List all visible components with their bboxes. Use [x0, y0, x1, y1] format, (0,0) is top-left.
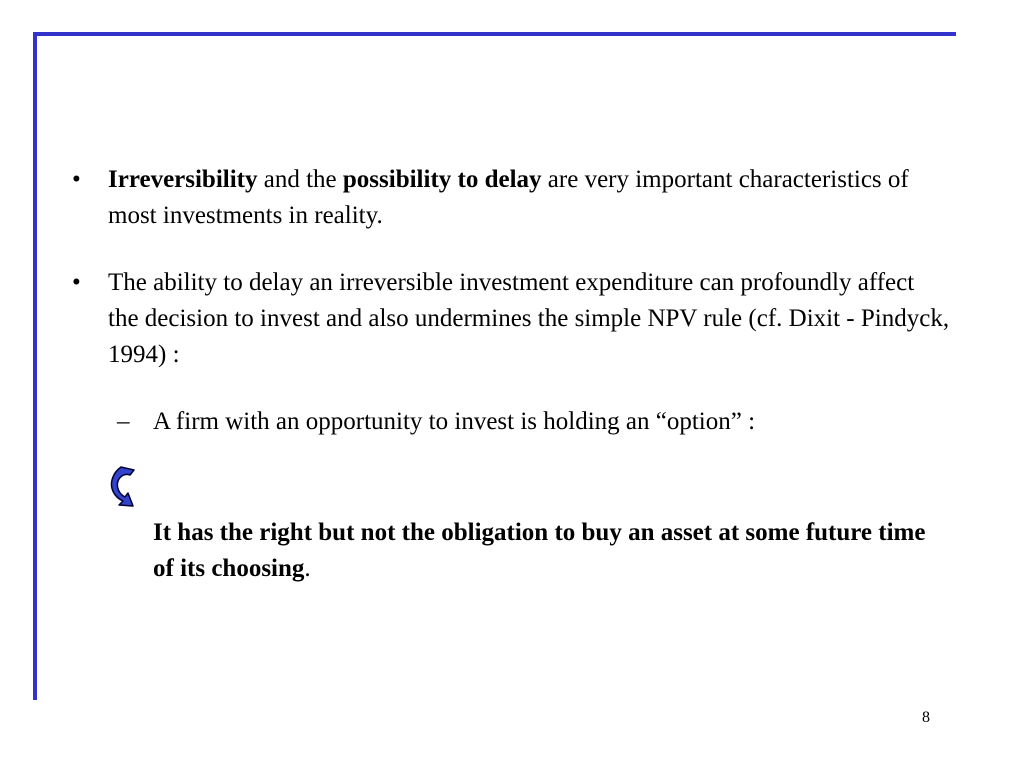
sub-bullet-marker: – [117, 408, 130, 435]
slide-body [70, 162, 950, 440]
page-number: 8 [922, 709, 930, 726]
emphasis-period: . [304, 555, 311, 582]
frame-left-border [33, 32, 37, 700]
bullet-ability-to-delay [70, 265, 950, 373]
sub-bullet-option [70, 404, 950, 440]
emphasis-bold-text: It has the right but not the obligation to buy an asset at some future time of its choosing [153, 519, 926, 582]
frame-top-border [33, 32, 956, 36]
emphasis-statement [153, 515, 943, 587]
bullet-marker: • [72, 166, 81, 193]
term-possibility-to-delay: possibility to delay [342, 166, 542, 193]
sub-bullet-text: A firm with an opportunity to invest is holding an “option” : [153, 408, 756, 435]
bullet-text: and the [257, 166, 343, 193]
bullet-text: are very important characteristics of most investments in reality. [108, 166, 909, 229]
bullet-text: The ability to delay an irreversible investment expenditure can profoundly affect the decision to invest and also undermines the simple NPV rule (cf. Dixit - Pindyck, 1994) : [108, 269, 950, 368]
curved-arrow-shape [111, 467, 134, 506]
curved-arrow-icon [103, 464, 139, 510]
term-irreversibility: Irreversibility [108, 166, 258, 193]
bullet-irreversibility [70, 162, 950, 234]
bullet-marker: • [72, 269, 81, 296]
